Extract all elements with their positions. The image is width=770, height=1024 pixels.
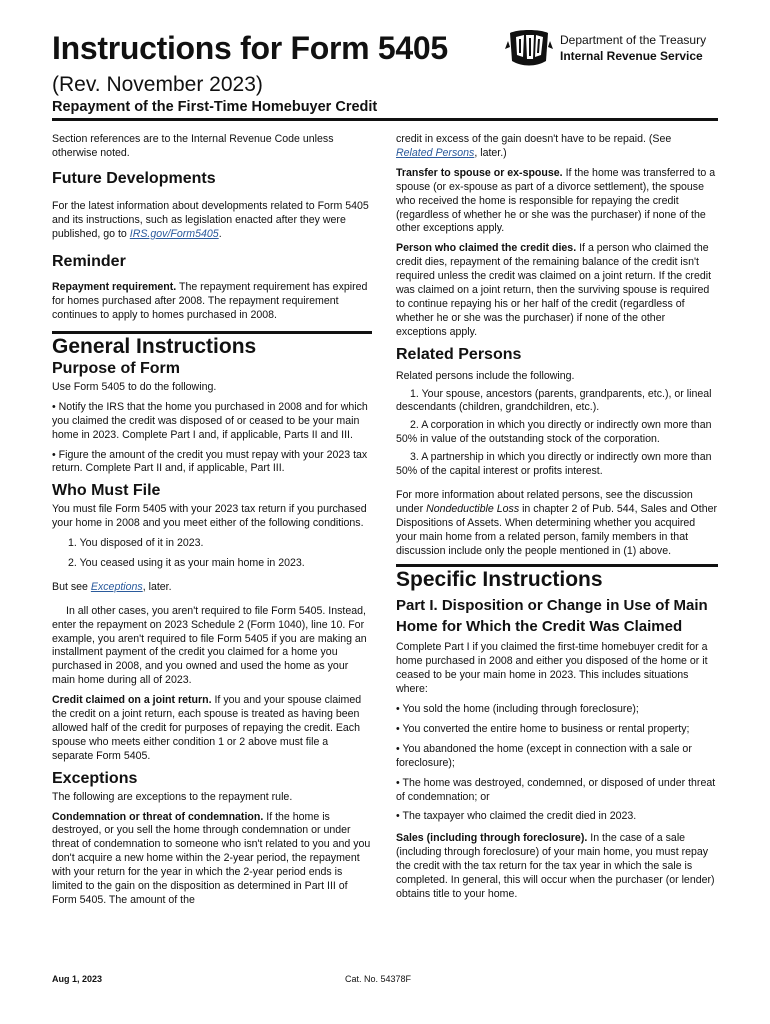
irs-form-link[interactable]: IRS.gov/Form5405	[129, 227, 219, 240]
related-intro: Related persons include the following.	[396, 369, 575, 382]
who-item: 2. You ceased using it as your main home in 2023.	[68, 556, 305, 569]
who-must-file-heading: Who Must File	[52, 482, 161, 500]
part1-bullet: • The home was destroyed, condemned, or disposed of under threat of condemnation; or	[396, 776, 716, 803]
related-item: 2. A corporation in which you directly or indirectly own more than 50% in value of the outstanding stock of the corporation.	[396, 419, 712, 446]
part1-bullet: • You converted the entire home to business or rental property;	[396, 722, 690, 735]
right-column	[396, 133, 718, 908]
specific-instructions-heading: Specific Instructions	[396, 564, 718, 587]
intro-text: Section references are to the Internal Revenue Code unless otherwise noted.	[52, 133, 334, 159]
left-column	[52, 133, 372, 914]
sales-text	[396, 832, 718, 902]
more-info-b: in chapter 2 of Pub. 544, Sales and Other Dispositions of Assets. When determining whether you acquired your main home from a related person, family members in that discussion include only the people mentioned in (1) above.	[396, 502, 718, 557]
future-developments-heading: Future Developments	[52, 169, 216, 187]
purpose-bullet: • Notify the IRS that the home you purchased in 2008 and for which you claimed the credit was disposed of or ceased to be your main home in 2023. Complete Part I and, if applicable, Parts II and III.	[52, 400, 368, 441]
more-info-italic: Nondeductible Loss	[426, 502, 520, 515]
but-see-text	[52, 581, 372, 595]
death-text	[396, 242, 718, 339]
header-rule	[52, 118, 718, 121]
part1-bullet-text: You abandoned the home (except in connection with a sale or foreclosure);	[396, 742, 692, 769]
exceptions-link[interactable]: Exceptions	[90, 580, 143, 593]
revision-date: (Rev. November 2023)	[52, 73, 263, 96]
part1-bullet-text: The home was destroyed, condemned, or disposed of under threat of condemnation; or	[396, 776, 716, 803]
condemnation-body: If the home is destroyed, or you sell the home through condemnation or under threat of condemnation to someone who isn't related to you and you don't acquire a new home within the 2-year period, the repayment with your return for the year in which the 2-year period ends is limited to the gain on the disposition as determined in Part III of Form 5405. The amount of the	[52, 810, 371, 906]
part1-heading: Part I. Disposition or Change in Use of Main Home for Which the Credit Was Claimed	[396, 597, 708, 636]
purpose-bullet-text: Notify the IRS that the home you purchased in 2008 and for which you claimed the credit was disposed of or ceased to be your main home in 2023. Complete Part I and, if applicable, Parts II and III.	[52, 400, 368, 441]
future-text: For the latest information about developments related to Form 5405 and its instructions, such as legislation enacted after they were published, go to	[52, 199, 369, 240]
joint-return-body: If you and your spouse claimed the credit on a joint return, each spouse is treated as having been allowed half of the credit for purposes of repaying the credit. Each spouse who meets either condition 1 or 2 above must file a separate Form 5405.	[52, 694, 362, 762]
reminder-lead: Repayment requirement.	[52, 281, 177, 294]
part1-bullet: • You abandoned the home (except in connection with a sale or foreclosure);	[396, 742, 692, 769]
who-item: 1. You disposed of it in 2023.	[68, 537, 204, 550]
sales-lead: Sales (including through foreclosure).	[396, 832, 588, 845]
death-body: If a person who claimed the credit dies, repayment of the remaining balance of the credit isn't required unless the credit was claimed on a joint return. If the credit was claimed on a joint return, then the surviving spouse is required to continue repaying his or her half of the credit (regardless of whether he or she was the purchaser) if none of the other exceptions apply.	[396, 242, 712, 338]
purpose-bullet-text: Figure the amount of the credit you must repay with your 2023 tax return. Complete Part II and, if applicable, Part III.	[52, 448, 368, 475]
part1-intro: Complete Part I if you claimed the first-time homebuyer credit for a home purchased in 2008 and either you disposed of the home or it ceased to be your main home in 2023. This includes situations where:	[396, 641, 708, 696]
part1-bullet: • The taxpayer who claimed the credit died in 2023.	[396, 810, 637, 823]
continued-body: credit in excess of the gain doesn't have to be repaid. (See	[396, 133, 672, 145]
related-persons-link[interactable]: Related Persons	[396, 146, 475, 159]
related-item: 1. Your spouse, ancestors (parents, grandparents, etc.), or lineal descendants (children, grandchildren, etc.).	[396, 387, 712, 414]
but-see-suffix: , later.	[142, 580, 172, 593]
sales-body: In the case of a sale (including through foreclosure) of your main home, you must repay the credit with the tax return for the tax year in which the sale is completed. In general, this will occur when the purchaser (or lender) obtains title to your home.	[396, 832, 715, 900]
related-persons-heading: Related Persons	[396, 345, 522, 363]
irs-eagle-logo-icon	[504, 27, 554, 69]
exceptions-heading: Exceptions	[52, 769, 138, 787]
department-name: Department of the Treasury	[560, 33, 707, 47]
reminder-text	[52, 281, 372, 323]
part1-bullet-text: You converted the entire home to business or rental property;	[402, 722, 690, 735]
purpose-heading: Purpose of Form	[52, 359, 181, 377]
joint-return-lead: Credit claimed on a joint return.	[52, 694, 212, 707]
but-see-prefix: But see	[52, 580, 88, 593]
transfer-lead: Transfer to spouse or ex-spouse.	[396, 166, 563, 179]
catalog-number: Cat. No. 54378F	[345, 974, 412, 984]
reminder-body: The repayment requirement has expired for homes purchased after 2008. The repayment requirement continues to apply to homes purchased in 2008.	[52, 281, 368, 322]
agency-block	[560, 32, 706, 64]
joint-return-text	[52, 694, 372, 764]
agency-name: Internal Revenue Service	[560, 49, 703, 63]
continued-text	[396, 133, 718, 161]
purpose-intro: Use Form 5405 to do the following.	[52, 380, 217, 393]
who-must-file-text: You must file Form 5405 with your 2023 tax return if you purchased your home in 2008 and you meet either of the following conditions.	[52, 503, 367, 530]
more-info-a: For more information about related persons, see the discussion under	[396, 488, 693, 515]
condemnation-text	[52, 811, 372, 908]
continued-suffix: , later.)	[474, 146, 507, 159]
footer-date: Aug 1, 2023	[52, 974, 103, 984]
death-lead: Person who claimed the credit dies.	[396, 242, 577, 255]
form-subtitle: Repayment of the First-Time Homebuyer Credit	[52, 99, 378, 115]
part1-bullet: • You sold the home (including through foreclosure);	[396, 703, 639, 715]
reminder-heading: Reminder	[52, 253, 126, 271]
related-item: 3. A partnership in which you directly or indirectly own more than 50% of the capital interest or profits interest.	[396, 451, 712, 478]
part1-bullet-text: You sold the home (including through foreclosure);	[402, 703, 639, 715]
condemnation-lead: Condemnation or threat of condemnation.	[52, 810, 264, 823]
future-developments-text: For the latest information about developments related to Form 5405 and its instructions, such as legislation enacted after they were published, go to IRS.gov/Form5405.	[52, 199, 369, 240]
part1-bullet-text: The taxpayer who claimed the credit died in 2023.	[402, 810, 637, 823]
other-cases-text: In all other cases, you aren't required to file Form 5405. Instead, enter the repayment on 2023 Schedule 2 (Form 1040), line 10. For example, you aren't required to file Form 5405 if you are making an installment payment of the credit you claimed for a home you purchased in 2008, and you owned and used the home as your main home during all of 2023.	[52, 604, 367, 687]
page-title: Instructions for Form 5405	[52, 30, 448, 66]
general-instructions-heading: General Instructions	[52, 331, 372, 354]
more-info-text	[396, 489, 718, 559]
exceptions-intro: The following are exceptions to the repayment rule.	[52, 790, 293, 803]
transfer-body: If the home was transferred to a spouse (or ex-spouse as part of a divorce settlement), the spouse who received the home is responsible for repaying the credit (regardless of whether he or she was the purchaser) if none of the other exceptions apply.	[396, 166, 716, 235]
purpose-bullet: • Figure the amount of the credit you must repay with your 2023 tax return. Complete Part II and, if applicable, Part III.	[52, 448, 368, 475]
transfer-text	[396, 167, 718, 237]
